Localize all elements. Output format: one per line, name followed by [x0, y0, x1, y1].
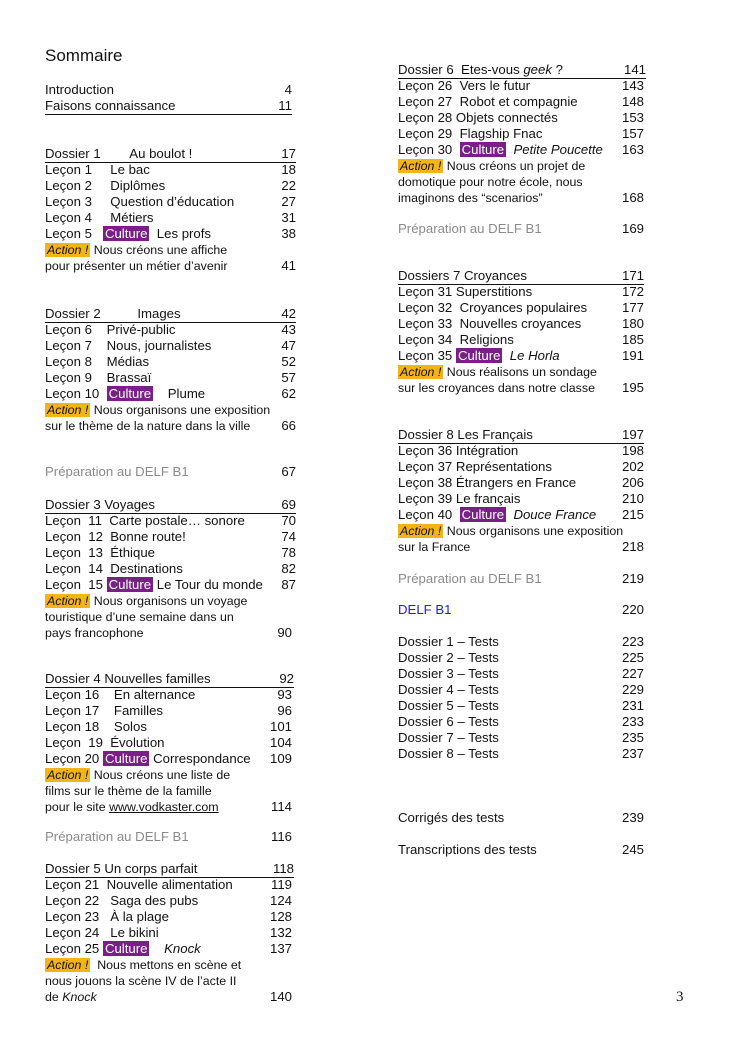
toc-page: 41 [281, 258, 296, 273]
dossier-2-header: Dossier 2 Images 42 [45, 306, 296, 321]
action-text: pour le site www.vodkaster.com [45, 800, 219, 814]
toc-page: 116 [270, 829, 292, 844]
dossier-3-header: Dossier 3 Voyages 69 [45, 497, 296, 512]
toc-page: 140 [269, 989, 292, 1004]
action-text: Action ! Nous organisons une exposition [400, 524, 624, 538]
lesson: Leçon 35 Culture Le Horla [398, 348, 560, 363]
toc-page: 227 [621, 666, 644, 681]
test-item: Dossier 6 – Tests [398, 714, 499, 729]
lesson: Leçon 20 Culture Correspondance [45, 751, 251, 766]
toc-page: 245 [621, 842, 644, 857]
lesson: Leçon 36 Intégration [398, 443, 519, 458]
toc-faisons: Faisons connaissance 11 [45, 98, 292, 113]
action-text: Action ! Nous créons un projet de [400, 159, 586, 173]
lesson: Leçon 14 Destinations [45, 561, 183, 576]
test-item: Dossier 5 – Tests [398, 698, 499, 713]
action-text: sur les croyances dans notre classe [398, 381, 595, 395]
toc-page: 202 [621, 459, 644, 474]
test-item: Dossier 4 – Tests [398, 682, 499, 697]
toc-page: 220 [621, 602, 644, 617]
action-text: touristique d’une semaine dans un [45, 610, 234, 624]
toc-page: 219 [621, 571, 644, 586]
toc-introduction: Introduction [45, 82, 114, 97]
toc-page: 185 [621, 332, 644, 347]
toc-page: 62 [281, 386, 296, 401]
action-badge: Action ! [400, 524, 442, 538]
lesson: Leçon 15 Culture Le Tour du monde [45, 577, 263, 592]
test-item: Dossier 2 – Tests [398, 650, 499, 665]
toc-page: 90 [277, 625, 292, 640]
toc-page: 137 [269, 941, 292, 956]
toc-page: 104 [269, 735, 292, 750]
toc-page: 223 [621, 634, 644, 649]
toc-page: 4 [284, 82, 292, 97]
lesson: Leçon 27 Robot et compagnie [398, 94, 578, 109]
culture-badge: Culture [461, 507, 505, 522]
corriges: Corrigés des tests [398, 810, 505, 825]
action-badge: Action ! [47, 768, 89, 782]
toc-page: 57 [281, 370, 296, 385]
dossier-7-header: Dossiers 7 Croyances 171 [398, 268, 644, 283]
action-text: sur la France [398, 540, 471, 554]
toc-page: 38 [281, 226, 296, 241]
toc-page: 225 [621, 650, 644, 665]
action-text: domotique pour notre école, nous [398, 175, 583, 189]
toc-page: 163 [621, 142, 644, 157]
lesson: Leçon 1 Le bac [45, 162, 150, 177]
lesson: Leçon 38 Étrangers en France [398, 475, 577, 490]
lesson: Leçon 3 Question d’éducation [45, 194, 235, 209]
toc-page: 148 [621, 94, 644, 109]
toc-page: 195 [621, 380, 644, 395]
culture-badge: Culture [104, 751, 148, 766]
toc-page: 67 [281, 464, 296, 479]
toc-page: 18 [281, 162, 296, 177]
toc-page: 172 [621, 284, 644, 299]
dossier-8-header: Dossier 8 Les Français 197 [398, 427, 644, 442]
action-text: Action ! Nous créons une affiche [47, 243, 228, 257]
dossier-5-header: Dossier 5 Un corps parfait 118 [45, 861, 294, 876]
lesson: Leçon 30 Culture Petite Poucette [398, 142, 603, 157]
lesson: Leçon 17 Familles [45, 703, 164, 718]
dossier-1-header: Dossier 1 Au boulot ! 17 [45, 146, 296, 161]
toc-page: 215 [621, 507, 644, 522]
lesson: Leçon 16 En alternance [45, 687, 196, 702]
test-item: Dossier 8 – Tests [398, 746, 499, 761]
dossier-6-header: Dossier 6 Etes-vous geek ? 141 [398, 62, 646, 77]
toc-page: 96 [277, 703, 292, 718]
lesson: Leçon 37 Représentations [398, 459, 552, 474]
lesson: Leçon 34 Religions [398, 332, 514, 347]
lesson: Leçon 40 Culture Douce France [398, 507, 597, 522]
lesson: Leçon 24 Le bikini [45, 925, 159, 940]
action-badge: Action ! [47, 403, 89, 417]
action-badge: Action ! [400, 159, 442, 173]
lesson: Leçon 25 Culture Knock [45, 941, 201, 956]
toc-page: 101 [269, 719, 292, 734]
culture-badge: Culture [461, 142, 505, 157]
action-text: Action ! Nous mettons en scène et [47, 958, 242, 972]
toc-page: 52 [281, 354, 296, 369]
lesson: Leçon 2 Diplômes [45, 178, 166, 193]
lesson: Leçon 8 Médias [45, 354, 150, 369]
lesson: Leçon 32 Croyances populaires [398, 300, 588, 315]
lesson: Leçon 23 À la plage [45, 909, 169, 924]
toc-page: 47 [281, 338, 296, 353]
toc-page: 168 [621, 190, 644, 205]
culture-badge: Culture [104, 226, 148, 241]
culture-badge: Culture [104, 941, 148, 956]
lesson: Leçon 33 Nouvelles croyances [398, 316, 582, 331]
lesson: Leçon 29 Flagship Fnac [398, 126, 543, 141]
toc-page: 31 [281, 210, 296, 225]
toc-page: 87 [281, 577, 296, 592]
toc-page: 132 [269, 925, 292, 940]
transcriptions: Transcriptions des tests [398, 842, 537, 857]
toc-page: 206 [621, 475, 644, 490]
culture-badge: Culture [108, 577, 152, 592]
toc-page: 93 [277, 687, 292, 702]
lesson: Leçon 13 Éthique [45, 545, 155, 560]
action-text: films sur le thème de la famille [45, 784, 212, 798]
action-text: Action ! Nous créons une liste de [47, 768, 231, 782]
lesson: Leçon 11 Carte postale… sonore [45, 513, 245, 528]
toc-page: 128 [269, 909, 292, 924]
toc-page: 124 [269, 893, 292, 908]
culture-badge: Culture [108, 386, 152, 401]
toc-page: 198 [621, 443, 644, 458]
dossier-4-header: Dossier 4 Nouvelles familles 92 [45, 671, 294, 686]
lesson: Leçon 6 Privé-public [45, 322, 176, 337]
toc-page: 218 [621, 539, 644, 554]
toc-page: 177 [621, 300, 644, 315]
lesson: Leçon 12 Bonne route! [45, 529, 186, 544]
toc-page: 70 [281, 513, 296, 528]
lesson: Leçon 21 Nouvelle alimentation [45, 877, 233, 892]
toc-page: 114 [270, 799, 292, 814]
prep-delf: Préparation au DELF B1 [45, 829, 189, 844]
action-text: nous jouons la scène IV de l’acte II [45, 974, 237, 988]
toc-page: 27 [281, 194, 296, 209]
toc-page: 82 [281, 561, 296, 576]
test-item: Dossier 7 – Tests [398, 730, 499, 745]
toc-page: 153 [621, 110, 644, 125]
action-text: Action ! Nous organisons un voyage [47, 594, 248, 608]
culture-badge: Culture [457, 348, 501, 363]
toc-page: 78 [281, 545, 296, 560]
action-text: sur le thème de la nature dans la ville [45, 419, 251, 433]
action-badge: Action ! [47, 958, 89, 972]
lesson: Leçon 26 Vers le futur [398, 78, 530, 93]
toc-page: 210 [621, 491, 644, 506]
toc-page: 239 [621, 810, 644, 825]
action-text: Action ! Nous réalisons un sondage [400, 365, 597, 379]
lesson: Leçon 19 Évolution [45, 735, 165, 750]
action-text: imaginons des “scenarios” [398, 191, 543, 205]
lesson: Leçon 9 Brassaï [45, 370, 152, 385]
lesson: Leçon 31 Superstitions [398, 284, 533, 299]
page-number: 3 [676, 989, 684, 1005]
lesson: Leçon 18 Solos [45, 719, 147, 734]
lesson: Leçon 4 Métiers [45, 210, 154, 225]
lesson: Leçon 7 Nous, journalistes [45, 338, 212, 353]
toc-page: 229 [621, 682, 644, 697]
toc-page: 109 [269, 751, 292, 766]
toc-page: 180 [621, 316, 644, 331]
toc-page: 157 [621, 126, 644, 141]
toc-page: 43 [281, 322, 296, 337]
lesson: Leçon 22 Saga des pubs [45, 893, 199, 908]
delf-b1: DELF B1 [398, 602, 452, 617]
lesson: Leçon 10 Culture Plume [45, 386, 206, 401]
lesson: Leçon 28 Objets connectés [398, 110, 558, 125]
toc-page: 191 [621, 348, 644, 363]
page-title: Sommaire [45, 46, 123, 65]
site-link[interactable]: www.vodkaster.com [109, 800, 219, 814]
toc-page: 66 [281, 418, 296, 433]
toc-page: 233 [621, 714, 644, 729]
lesson: Leçon 5 Culture Les profs [45, 226, 212, 241]
lesson: Leçon 39 Le français [398, 491, 521, 506]
prep-delf: Préparation au DELF B1 [45, 464, 189, 479]
prep-delf: Préparation au DELF B1 [398, 221, 542, 236]
action-badge: Action ! [47, 243, 89, 257]
toc-page: 235 [621, 730, 644, 745]
prep-delf: Préparation au DELF B1 [398, 571, 542, 586]
action-text: de Knock [45, 990, 97, 1004]
toc-page: 169 [621, 221, 644, 236]
toc-page: 231 [621, 698, 644, 713]
action-badge: Action ! [47, 594, 89, 608]
action-text: pour présenter un métier d’avenir [45, 259, 228, 273]
test-item: Dossier 3 – Tests [398, 666, 499, 681]
action-badge: Action ! [400, 365, 442, 379]
toc-page: 74 [281, 529, 296, 544]
toc-page: 22 [281, 178, 296, 193]
toc-page: 237 [621, 746, 644, 761]
action-text: pays francophone [45, 626, 144, 640]
toc-page: 143 [621, 78, 644, 93]
toc-page: 119 [270, 877, 292, 892]
action-text: Action ! Nous organisons une exposition [47, 403, 271, 417]
test-item: Dossier 1 – Tests [398, 634, 499, 649]
